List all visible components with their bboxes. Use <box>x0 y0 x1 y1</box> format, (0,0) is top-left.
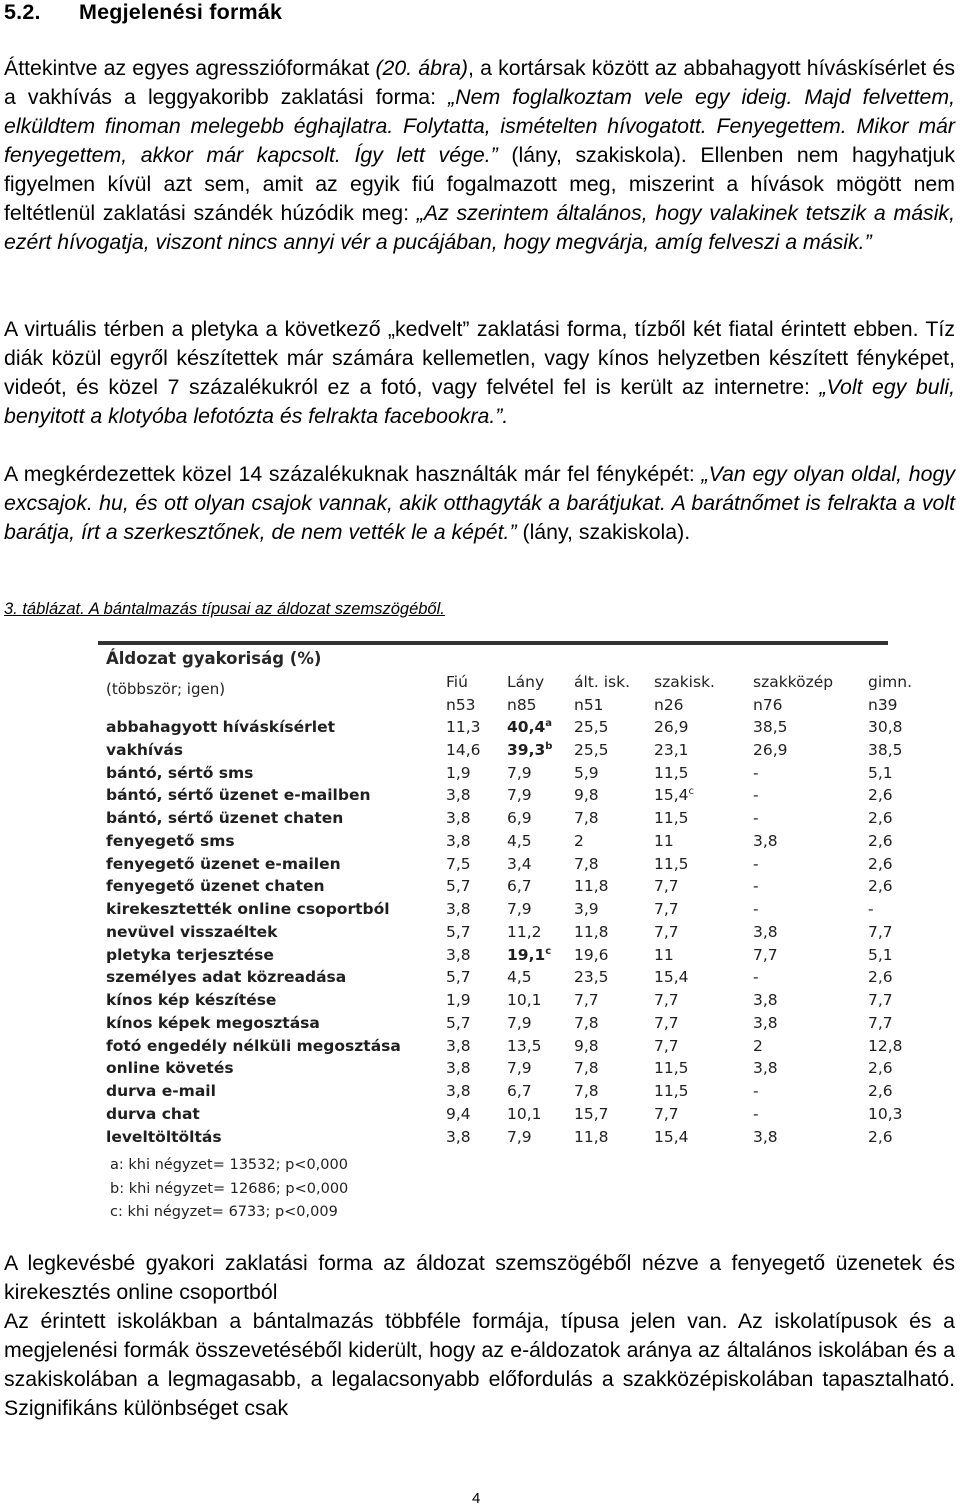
table-cell: 5,1 <box>868 945 893 964</box>
row-label: online követés <box>106 1059 234 1078</box>
para3-text-c: (lány, szakiskola). <box>516 520 691 544</box>
table-cell: 3,8 <box>753 1013 778 1032</box>
table-cell: 3,8 <box>753 1127 778 1146</box>
table-row <box>98 763 893 787</box>
table-row <box>98 1036 903 1060</box>
table-cell: - <box>868 900 874 918</box>
table-cell: 15,4 <box>654 1127 689 1146</box>
table-cell: 2,6 <box>868 1059 893 1078</box>
table-cell: 3,8 <box>753 831 778 850</box>
table-cell: 1,9 <box>446 763 471 782</box>
column-header-name: szakközép <box>753 673 834 691</box>
table-row <box>98 1082 893 1105</box>
table-cell: 2,6 <box>868 786 893 805</box>
table-cell: 11,8 <box>574 1127 609 1146</box>
para4-text: A legkevésbé gyakori zaklatási forma az áldozat szemszögéből nézve a fenyegető üzenetek és kirekesztés online csoportból <box>4 1251 955 1304</box>
quote-3: „Volt egy buli, benyitott a klotyóba lefotózta és felrakta facebookra.”. <box>4 375 955 428</box>
table-cell: 38,5 <box>753 718 788 736</box>
table-row <box>98 718 903 741</box>
table-cell: 7,9 <box>507 786 532 805</box>
table-cell: 2,6 <box>868 1082 893 1100</box>
table-row <box>98 1104 903 1128</box>
table-row <box>98 740 903 764</box>
table-cell: 14,6 <box>446 740 481 759</box>
row-label: pletyka terjesztése <box>106 945 274 964</box>
table-cell: 11,5 <box>654 854 689 873</box>
table-notes <box>110 1154 348 1225</box>
table-cell: 6,9 <box>507 809 532 827</box>
table-cell: 3,8 <box>446 786 471 805</box>
table-cell: - <box>753 763 759 782</box>
row-label: nevüvel visszaéltek <box>106 922 278 941</box>
table-cell: 7,7 <box>574 991 599 1009</box>
table-cell: 7,7 <box>753 945 778 964</box>
column-header-n: n53 <box>446 696 476 714</box>
table-cell: 3,4 <box>507 854 532 873</box>
quote-2: „Az szerintem általános, hogy valakinek tetszik a másik, ezért hívogatja, viszont nincs annyi vér a pucájában, hogy megvárja, amíg felveszi a másik.” <box>4 201 956 254</box>
table-cell: - <box>753 1104 759 1123</box>
table-cell: - <box>753 877 759 896</box>
quote-1: „Nem foglalkoztam vele egy ideig. Majd felvettem, elküldtem finoman melegebb éghajlatra. Folytatta, ismételten hívogatott. Fenyegettem. Mikor már fenyegettem, akkor már kapcsolt. Így lett vége.” <box>4 85 955 167</box>
table-cell: 2,6 <box>868 877 893 896</box>
table-cell: 40,4$^a$ <box>507 718 552 737</box>
table-cell: - <box>753 786 759 805</box>
section-heading <box>4 0 282 25</box>
table-cell: 3,8 <box>446 831 471 850</box>
table-cell: 2 <box>753 1036 763 1055</box>
row-label: kínos képek megosztása <box>106 1013 320 1032</box>
table-cell: - <box>753 1082 759 1100</box>
table-cell: 3,8 <box>753 1059 778 1078</box>
significance-marker: c <box>688 786 695 798</box>
column-header-name: Fiú <box>446 673 468 691</box>
table-cell: 3,8 <box>446 900 471 918</box>
table-cell: 7,8 <box>574 1082 599 1100</box>
table-cell: 5,7 <box>446 1013 471 1032</box>
table-top-rule <box>98 641 888 645</box>
table-cell: 23,5 <box>574 968 609 987</box>
table-cell: 26,9 <box>654 718 689 736</box>
table-cell: 5,9 <box>574 763 599 782</box>
table-row <box>98 900 888 923</box>
column-header-name: szakisk. <box>654 673 715 691</box>
table-cell: 7,9 <box>507 1013 532 1032</box>
column-header-n: n85 <box>507 696 537 714</box>
table-cell: 10,3 <box>868 1104 903 1123</box>
row-label: fotó engedély nélküli megosztása <box>106 1036 401 1055</box>
table-cell: 5,7 <box>446 968 471 987</box>
row-label: kirekesztették online csoportból <box>106 900 390 918</box>
table-cell: 11 <box>654 945 674 964</box>
table-cell: 6,7 <box>507 877 532 896</box>
table-cell: 3,8 <box>446 1127 471 1146</box>
paragraph-2 <box>4 315 955 431</box>
table-cell: 7,7 <box>868 922 893 941</box>
para2-text-a: A virtuális térben a pletyka a következő „kedvelt” zaklatási forma, tízből két fiatal érintett ebben. Tíz diák közül egyről készítettek már számára kellemetlen, vagy kínos helyzetben készített fényképet, videót, és közel 7 százalékukról ez a fotó, vagy felvétel fel is került az internetre: <box>4 317 955 399</box>
table-cell: 2,6 <box>868 809 893 827</box>
table-note: c: khi négyzet= 6733; p<0,009 <box>110 1204 338 1221</box>
row-label: kínos kép készítése <box>106 991 277 1009</box>
table-cell: 9,4 <box>446 1104 471 1123</box>
table-cell: 15,4$^c$ <box>654 786 695 805</box>
section-title: Megjelenési formák <box>79 0 283 24</box>
table-row <box>98 786 893 809</box>
table-cell: 12,8 <box>868 1036 903 1055</box>
table-cell: 7,8 <box>574 1013 599 1032</box>
para1-text-e: (lány, szakiskola). Ellenben nem hagyhatjuk figyelmen kívül azt sem, amit az egyik fiú fogalmazott meg, miszerint a hívások mögött nem feltétlenül zaklatási szándék húzódik meg: <box>4 143 955 225</box>
table-cell: 7,9 <box>507 763 532 782</box>
table-row <box>98 945 893 969</box>
table-cell: 2 <box>574 831 584 850</box>
table-row <box>98 854 893 878</box>
para1-text-c: , a kortársak között az abbahagyott híváskísérlet és a vakhívás a leggyakoribb zaklatási forma: <box>4 56 955 109</box>
row-label: bántó, sértő sms <box>106 763 254 782</box>
table-cell: 4,5 <box>507 968 532 987</box>
table-cell: 7,7 <box>654 991 679 1009</box>
column-header-n: n76 <box>753 696 783 714</box>
table-cell: 7,8 <box>574 1059 599 1078</box>
table-row <box>98 922 893 946</box>
table-cell: - <box>753 968 759 987</box>
table-cell: 3,8 <box>446 945 471 964</box>
table-cell: 11,8 <box>574 922 609 941</box>
table-cell: 9,8 <box>574 786 599 805</box>
table-row <box>98 1013 893 1037</box>
table-cell: 7,9 <box>507 900 532 918</box>
table-caption: 3. táblázat. A bántalmazás típusai az áldozat szemszögéből. <box>4 600 445 618</box>
column-header-n: n26 <box>654 696 684 714</box>
table-cell: 30,8 <box>868 718 903 736</box>
table-cell: 7,7 <box>868 991 893 1009</box>
column-header-name: gimn. <box>868 673 912 691</box>
table-cell: 7,8 <box>574 809 599 827</box>
table-cell: - <box>753 854 759 873</box>
table-cell: 11,2 <box>507 922 542 941</box>
significance-marker: b <box>545 740 553 752</box>
table-cell: 11 <box>654 831 674 850</box>
row-label: fenyegető sms <box>106 831 235 850</box>
table-cell: 11,5 <box>654 1059 689 1078</box>
table-title: Áldozat gyakoriság (%) <box>106 649 322 668</box>
row-label: durva e-mail <box>106 1082 216 1100</box>
table-cell: 10,1 <box>507 991 542 1009</box>
column-header-name: ált. isk. <box>574 673 631 691</box>
table-cell: 3,8 <box>446 809 471 827</box>
row-label: abbahagyott híváskísérlet <box>106 718 336 736</box>
quote-4: „Van egy olyan oldal, hogy excsajok. hu, és ott olyan csajok vannak, akik otthagyták a barátjukat. A barátnőmet is felrakta a volt barátja, írt a szerkesztőnek, de nem vették le a képét.” <box>4 462 955 544</box>
table-row <box>98 877 893 900</box>
table-row <box>98 991 893 1014</box>
table-cell: 3,8 <box>753 991 778 1009</box>
table-cell: 7,7 <box>868 1013 893 1032</box>
significance-marker: a <box>545 718 552 729</box>
table-cell: 3,8 <box>446 1036 471 1055</box>
paragraph-3 <box>4 460 955 547</box>
table-note: a: khi négyzet= 13532; p<0,000 <box>110 1157 348 1174</box>
para1-text-a: Áttekintve az egyes agresszióformákat <box>4 56 376 80</box>
table-cell: 3,8 <box>446 1059 471 1078</box>
row-label: bántó, sértő üzenet e-mailben <box>106 786 371 805</box>
table-cell: 5,7 <box>446 922 471 941</box>
table-row <box>98 831 893 855</box>
table-cell: 7,7 <box>654 1013 679 1032</box>
table-row <box>98 1127 893 1151</box>
paragraph-4 <box>4 1249 955 1307</box>
paragraph-5 <box>4 1307 955 1423</box>
row-label: személyes adat közreadása <box>106 968 347 987</box>
table-cell: 7,7 <box>654 1104 679 1123</box>
table-cell: 19,1$^c$ <box>507 945 552 964</box>
row-label: durva chat <box>106 1104 200 1123</box>
table-cell: 7,7 <box>654 922 679 941</box>
table-cell: 2,6 <box>868 854 893 873</box>
row-label: fenyegető üzenet e-mailen <box>106 854 341 873</box>
table-cell: 11,8 <box>574 877 609 896</box>
table-cell: 7,7 <box>654 877 679 896</box>
table-cell: 38,5 <box>868 740 903 759</box>
table-cell: 26,9 <box>753 740 788 759</box>
table-subtitle: (többször; igen) <box>106 680 226 698</box>
column-header-n: n39 <box>868 696 898 714</box>
table-cell: 25,5 <box>574 740 609 759</box>
table-cell: 2,6 <box>868 1127 893 1146</box>
significance-marker: c <box>545 945 552 957</box>
table-cell: 19,6 <box>574 945 609 964</box>
table-cell: 11,5 <box>654 763 689 782</box>
row-label: fenyegető üzenet chaten <box>106 877 325 896</box>
table-cell: 39,3$^b$ <box>507 740 553 759</box>
table-cell: 7,5 <box>446 854 471 873</box>
table-note: b: khi négyzet= 12686; p<0,000 <box>110 1180 349 1197</box>
table-cell: 5,7 <box>446 877 471 896</box>
table-cell: 15,7 <box>574 1104 609 1123</box>
row-label: leveltöltöltás <box>106 1127 222 1146</box>
table-cell: 3,8 <box>753 922 778 941</box>
column-header-n: n51 <box>574 696 604 714</box>
table-cell: 3,9 <box>574 900 599 918</box>
table-cell: 25,5 <box>574 718 609 736</box>
table-cell: 7,7 <box>654 1036 679 1055</box>
table-row <box>98 968 893 991</box>
table-cell: 1,9 <box>446 991 471 1009</box>
table-cell: - <box>753 900 759 918</box>
row-label: bántó, sértő üzenet chaten <box>106 809 344 827</box>
victim-frequency-table <box>98 640 912 1232</box>
table-cell: 11,5 <box>654 809 689 827</box>
table-cell: 9,8 <box>574 1036 599 1055</box>
table-cell: 7,9 <box>507 1127 532 1146</box>
table-cell: 23,1 <box>654 740 689 759</box>
para5-text: Az érintett iskolákban a bántalmazás többféle formája, típusa jelen van. Az iskolatípusok és a megjelenési formák összevetéséből kiderült, hogy az e-áldozatok aránya az általános iskolában és a szakiskolában a legmagasabb, a legalacsonyabb előfordulás a szakközépiskolában tapasztalható. Szignifikáns különbséget csak <box>4 1309 955 1420</box>
figure-reference: (20. ábra) <box>375 56 469 80</box>
table-cell: 5,1 <box>868 763 893 782</box>
table-cell: - <box>753 809 759 827</box>
table-cell: 15,4 <box>654 968 689 987</box>
table-cell: 11,5 <box>654 1082 689 1100</box>
table-row <box>98 1059 893 1082</box>
table-cell: 2,6 <box>868 831 893 850</box>
table-cell: 7,8 <box>574 854 599 873</box>
section-number: 5.2. <box>4 0 41 24</box>
table-cell: 7,9 <box>507 1059 532 1078</box>
table-cell: 10,1 <box>507 1104 542 1123</box>
table-cell: 2,6 <box>868 968 893 987</box>
page-number: 4 <box>472 1490 481 1507</box>
table-cell: 13,5 <box>507 1036 542 1055</box>
para3-text-a: A megkérdezettek közel 14 százalékuknak használták már fel fényképét: <box>4 462 702 486</box>
table-row <box>98 809 893 832</box>
table-cell: 7,7 <box>654 900 679 918</box>
table-cell: 11,3 <box>446 718 481 736</box>
row-label: vakhívás <box>106 740 184 759</box>
column-header-name: Lány <box>507 673 545 691</box>
paragraph-1 <box>4 54 955 257</box>
table-cell: 4,5 <box>507 831 532 850</box>
table-cell: 3,8 <box>446 1082 471 1100</box>
table-cell: 6,7 <box>507 1082 532 1100</box>
